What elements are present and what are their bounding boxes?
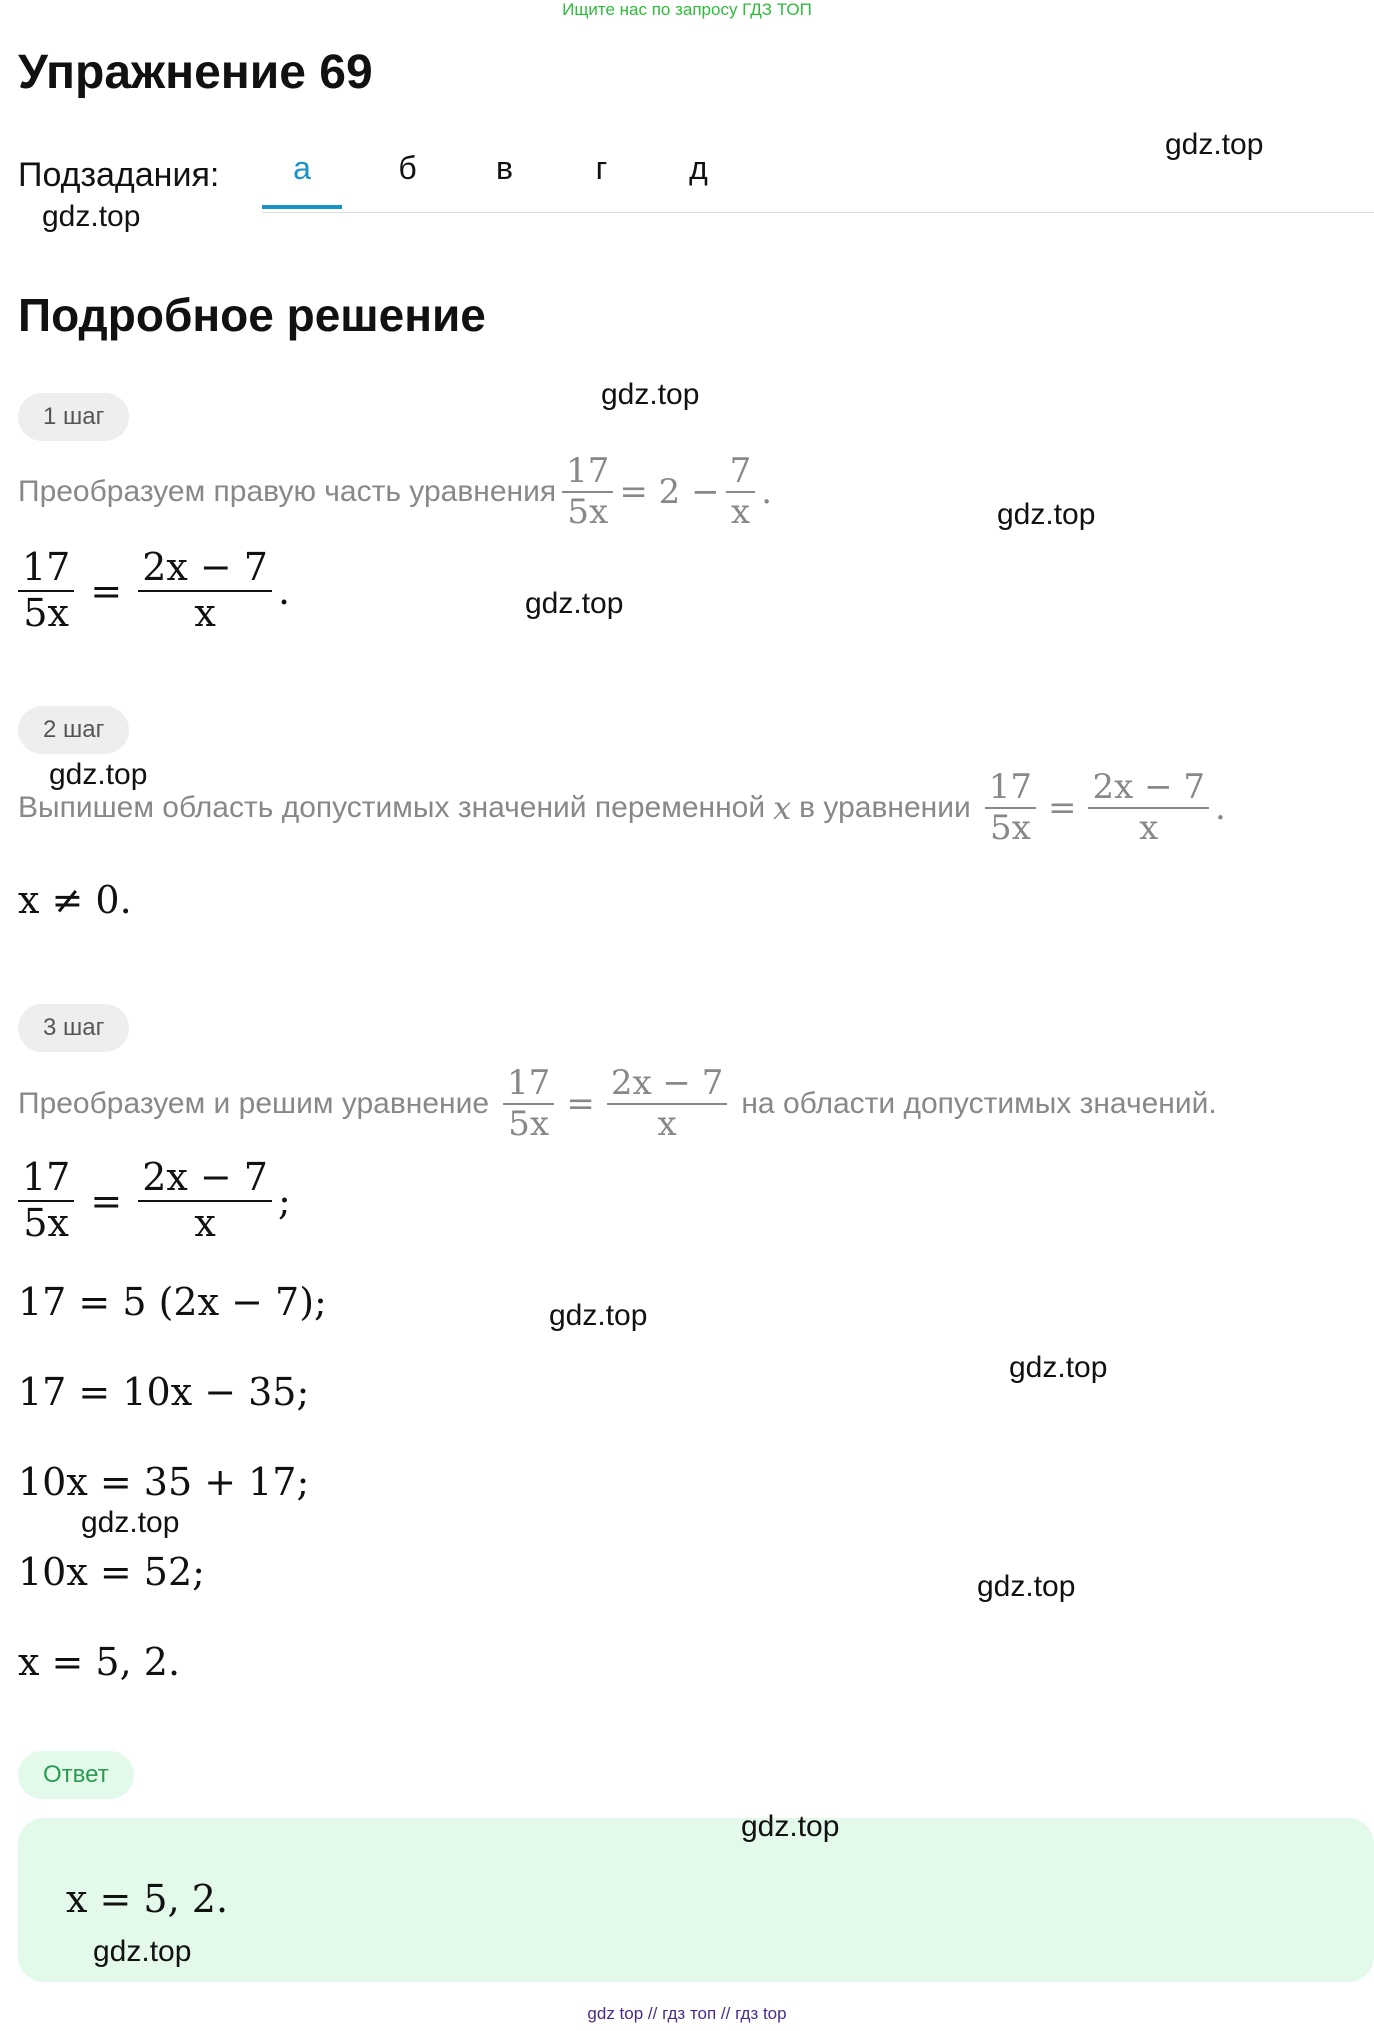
tab-g[interactable]: г: [595, 150, 608, 186]
denominator: 5x: [567, 492, 609, 533]
tabs-divider: [262, 212, 1374, 213]
step-2-pill: 2 шаг: [18, 706, 129, 754]
period: .: [761, 472, 773, 513]
section-title: Подробное решение: [18, 289, 486, 341]
step-3-pill: 3 шаг: [18, 1004, 129, 1052]
numerator: 17: [22, 545, 71, 589]
step-2-text-a: Выпишем область допустимых значений переменной: [18, 791, 766, 825]
watermark: gdz.top: [601, 378, 700, 411]
denominator: 5x: [23, 590, 69, 635]
answer-pill: Ответ: [18, 1751, 134, 1799]
step-1-pill: 1 шаг: [18, 393, 129, 441]
denominator: 5x: [989, 808, 1031, 849]
numerator: 7: [729, 451, 752, 491]
fraction: [138, 1156, 272, 1245]
answer-value: x = 5, 2.: [66, 1877, 229, 1921]
denominator: x: [194, 1200, 216, 1245]
fraction: [1088, 768, 1209, 848]
watermark: gdz.top: [549, 1299, 648, 1332]
solution-line: 10x = 35 + 17;: [18, 1460, 310, 1504]
numerator: 17: [22, 1155, 71, 1199]
watermark: gdz.top: [81, 1506, 180, 1539]
step-2-result: x ≠ 0.: [18, 878, 132, 922]
watermark: gdz.top: [741, 1810, 840, 1843]
tab-a[interactable]: а: [262, 150, 342, 209]
step-2-text-line: [18, 768, 1226, 848]
denominator: x: [730, 492, 751, 533]
step-3-equation: [18, 1156, 291, 1245]
semicolon: ;: [278, 1178, 291, 1223]
denominator: 5x: [508, 1104, 550, 1145]
step-3-inline-equation: [497, 1064, 733, 1144]
watermark: gdz.top: [49, 758, 148, 791]
solution-line: 17 = 5 (2x − 7);: [18, 1280, 327, 1324]
watermark: gdz.top: [525, 587, 624, 620]
fraction: [503, 1064, 554, 1144]
fraction: [726, 452, 756, 532]
step-1-inline-equation: [556, 452, 772, 532]
denominator: x: [194, 590, 216, 635]
variable: x: [773, 789, 792, 828]
step-2-text-b: в уравнении: [799, 791, 971, 825]
period: .: [1215, 788, 1226, 829]
numerator: 2x − 7: [610, 1063, 724, 1103]
equals-sign: =: [566, 1084, 595, 1125]
step-3-text-line: [18, 1064, 1217, 1144]
watermark: gdz.top: [42, 200, 141, 233]
step-1-result: [18, 546, 290, 635]
fraction: [562, 452, 613, 532]
numerator: 17: [507, 1063, 551, 1103]
solution-line: 17 = 10x − 35;: [18, 1370, 310, 1414]
step-3-text-b: на области допустимых значений.: [741, 1087, 1217, 1121]
numerator: 2x − 7: [142, 545, 268, 589]
top-banner[interactable]: Ищите нас по запросу ГДЗ ТОП: [562, 0, 812, 19]
numerator: 2x − 7: [1092, 767, 1206, 807]
numerator: 17: [566, 451, 610, 491]
denominator: x: [1139, 808, 1159, 849]
equals-sign: =: [90, 1178, 123, 1223]
denominator: 5x: [23, 1200, 69, 1245]
equation-part: = 2 −: [619, 472, 720, 513]
fraction: [18, 546, 74, 635]
watermark: gdz.top: [977, 1570, 1076, 1603]
numerator: 17: [988, 767, 1032, 807]
step-1-text-line: [18, 452, 772, 532]
denominator: x: [657, 1104, 677, 1145]
period: .: [278, 568, 291, 613]
solution-line: 10x = 52;: [18, 1550, 205, 1594]
equals-sign: =: [90, 568, 123, 613]
fraction: [607, 1064, 728, 1144]
subtasks-label: Подзадания:: [18, 156, 220, 194]
footer-links[interactable]: gdz top // гдз топ // гдз top: [587, 2004, 787, 2023]
fraction: [138, 546, 272, 635]
page-title: Упражнение 69: [18, 46, 373, 99]
subtask-tabs: [262, 150, 747, 209]
step-1-text: Преобразуем правую часть уравнения: [18, 475, 557, 509]
solution-line: x = 5, 2.: [18, 1640, 181, 1684]
watermark: gdz.top: [997, 498, 1096, 531]
tab-d[interactable]: д: [689, 150, 708, 186]
fraction: [18, 1156, 74, 1245]
tab-b[interactable]: б: [398, 150, 417, 186]
step-3-text-a: Преобразуем и решим уравнение: [18, 1087, 490, 1121]
tab-v[interactable]: в: [496, 150, 513, 186]
watermark: gdz.top: [1165, 128, 1264, 161]
step-2-inline-equation: [979, 768, 1226, 848]
watermark: gdz.top: [1009, 1351, 1108, 1384]
equals-sign: =: [1047, 788, 1077, 829]
fraction: [985, 768, 1036, 848]
watermark: gdz.top: [93, 1935, 192, 1968]
numerator: 2x − 7: [142, 1155, 268, 1199]
